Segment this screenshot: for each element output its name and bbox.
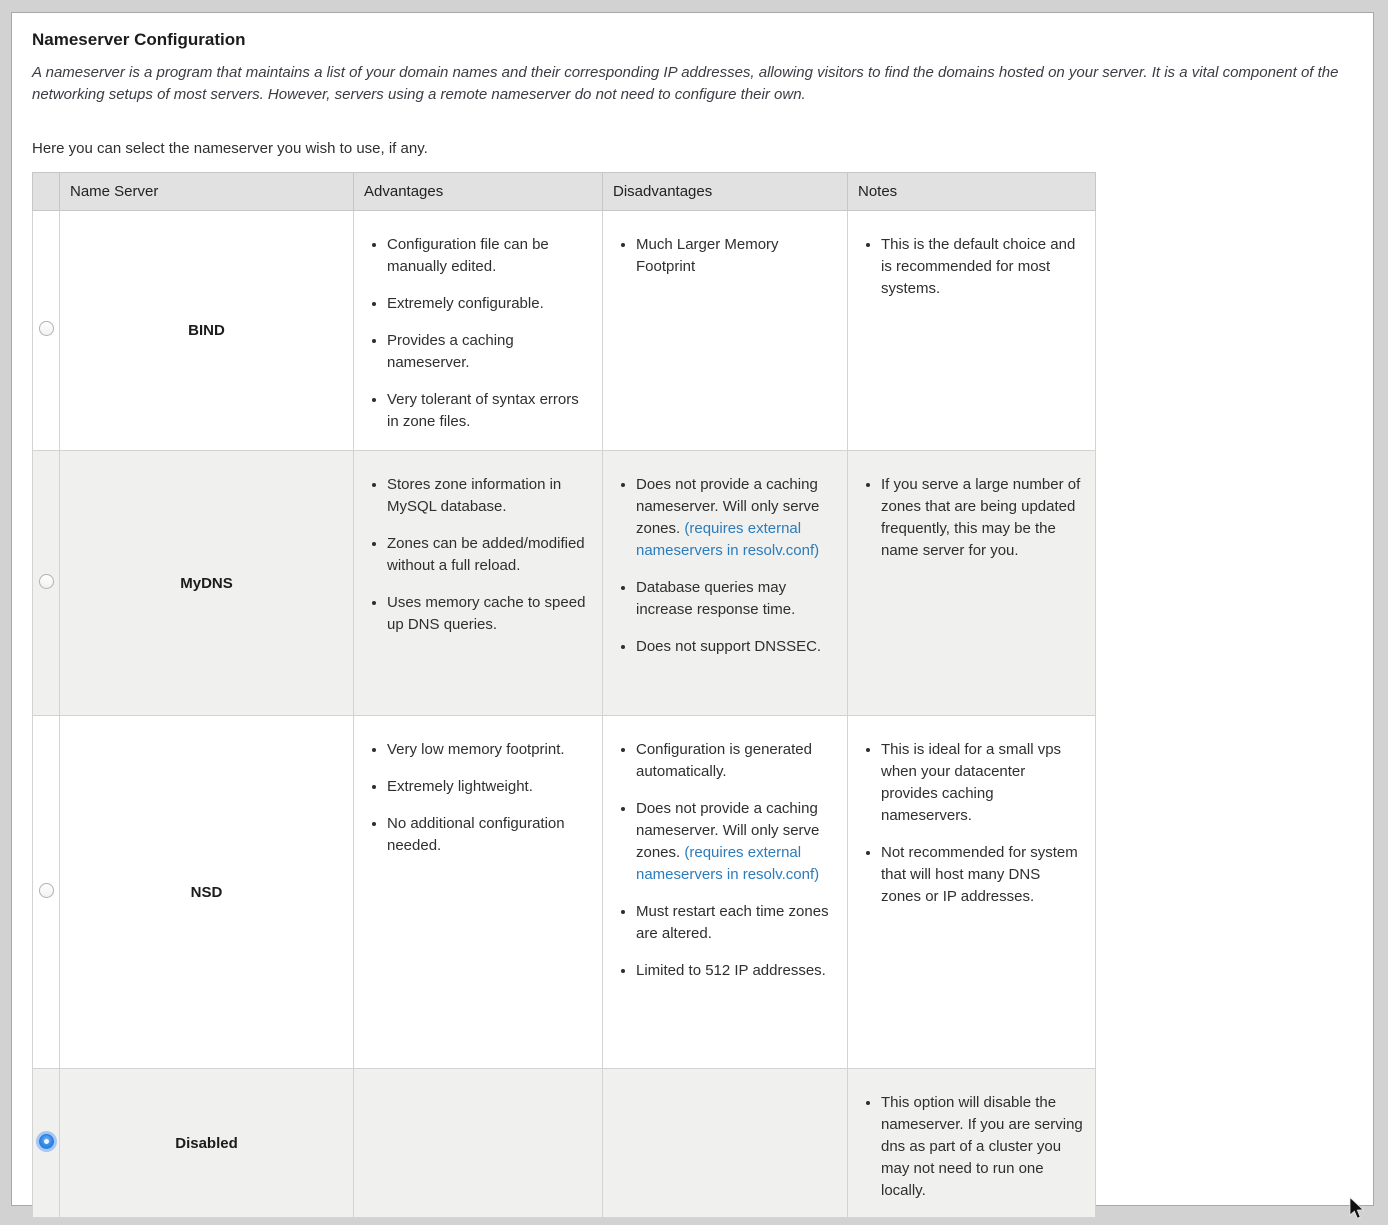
advantages-list: [354, 739, 602, 857]
radio-cell: [33, 211, 60, 451]
advantages-cell: [354, 451, 603, 716]
table-row: [33, 451, 1096, 716]
notes-list: [848, 474, 1095, 562]
disadvantages-cell: [603, 211, 848, 451]
nameserver-name: Disabled: [60, 1069, 354, 1218]
bullet-item: • Uses memory cache to speed up DNS queries.: [387, 592, 590, 636]
disadvantages-list: [603, 474, 847, 658]
notes-list: [848, 234, 1095, 300]
disadvantages-column-header: Disadvantages: [603, 173, 848, 211]
instruction-text: Here you can select the nameserver you wish to use, if any.: [32, 140, 428, 157]
bullet-item: • Extremely configurable.: [387, 293, 590, 315]
advantages-column-header: Advantages: [354, 173, 603, 211]
bullet-item: • Configuration file can be manually edited.: [387, 234, 590, 278]
advantages-cell: [354, 716, 603, 1069]
notes-list: [848, 739, 1095, 908]
disadvantages-list: [603, 234, 847, 278]
bullet-item: • Stores zone information in MySQL database.: [387, 474, 590, 518]
nameserver-radio[interactable]: [39, 1134, 54, 1149]
notes-list: [848, 1092, 1095, 1202]
notes-cell: [848, 211, 1096, 451]
nameserver-radio[interactable]: [39, 321, 54, 336]
table-row: [33, 716, 1096, 1069]
bullet-item: • Extremely lightweight.: [387, 776, 590, 798]
bullet-item: • Limited to 512 IP addresses.: [636, 960, 835, 982]
resolv-conf-link[interactable]: (requires external nameservers in resolv.conf): [636, 844, 820, 883]
advantages-list: [354, 474, 602, 636]
notes-cell: [848, 451, 1096, 716]
advantages-cell: [354, 211, 603, 451]
table-row: [33, 211, 1096, 451]
disadvantages-cell: [603, 716, 848, 1069]
bullet-item: • Very low memory footprint.: [387, 739, 590, 761]
notes-cell: [848, 716, 1096, 1069]
name-server-column-header: Name Server: [60, 173, 354, 211]
bullet-item: • Provides a caching nameserver.: [387, 330, 590, 374]
nameserver-name: BIND: [60, 211, 354, 451]
advantages-cell: [354, 1069, 603, 1218]
bullet-item: • Must restart each time zones are altered.: [636, 901, 835, 945]
radio-column-header: [33, 173, 60, 211]
nameserver-radio[interactable]: [39, 883, 54, 898]
nameserver-table: [32, 172, 1096, 1218]
table-row: [33, 1069, 1096, 1218]
bullet-item: • Configuration is generated automatically.: [636, 739, 835, 783]
bullet-item: • If you serve a large number of zones that are being updated frequently, this may be the name server for you.: [881, 474, 1083, 562]
bullet-item: • This is ideal for a small vps when your datacenter provides caching nameservers.: [881, 739, 1083, 827]
bullet-item: • No additional configuration needed.: [387, 813, 590, 857]
bullet-item: • Database queries may increase response time.: [636, 577, 835, 621]
page-title: Nameserver Configuration: [32, 30, 246, 49]
notes-cell: [848, 1069, 1096, 1218]
disadvantages-cell: [603, 451, 848, 716]
table-header-row: [33, 173, 1096, 211]
bullet-item: • Does not provide a caching nameserver. Will only serve zones. (requires external nameservers in resolv.conf): [636, 474, 835, 562]
radio-cell: [33, 716, 60, 1069]
nameserver-name: NSD: [60, 716, 354, 1069]
radio-cell: [33, 451, 60, 716]
bullet-item: • Does not provide a caching nameserver. Will only serve zones. (requires external nameservers in resolv.conf): [636, 798, 835, 886]
bullet-item: • Does not support DNSSEC.: [636, 636, 835, 658]
radio-cell: [33, 1069, 60, 1218]
bullet-item: • This is the default choice and is recommended for most systems.: [881, 234, 1083, 300]
bullet-item: • Zones can be added/modified without a full reload.: [387, 533, 590, 577]
notes-column-header: Notes: [848, 173, 1096, 211]
bullet-item: • Not recommended for system that will host many DNS zones or IP addresses.: [881, 842, 1083, 908]
nameserver-radio[interactable]: [39, 574, 54, 589]
resolv-conf-link[interactable]: (requires external nameservers in resolv.conf): [636, 520, 820, 559]
nameserver-name: MyDNS: [60, 451, 354, 716]
radio-dot-icon: [44, 1139, 49, 1144]
bullet-item: • Very tolerant of syntax errors in zone files.: [387, 389, 590, 433]
nameserver-config-panel: [11, 12, 1374, 1206]
bullet-item: • Much Larger Memory Footprint: [636, 234, 835, 278]
bullet-item: • This option will disable the nameserver. If you are serving dns as part of a cluster you may not need to run one locally.: [881, 1092, 1083, 1202]
disadvantages-cell: [603, 1069, 848, 1218]
intro-text: A nameserver is a program that maintains a list of your domain names and their corresponding IP addresses, allowing visitors to find the domains hosted on your server. It is a vital component of the networking setups of most servers. However, servers using a remote nameserver do not need to configure their own.: [32, 64, 1339, 103]
advantages-list: [354, 234, 602, 433]
disadvantages-list: [603, 739, 847, 982]
